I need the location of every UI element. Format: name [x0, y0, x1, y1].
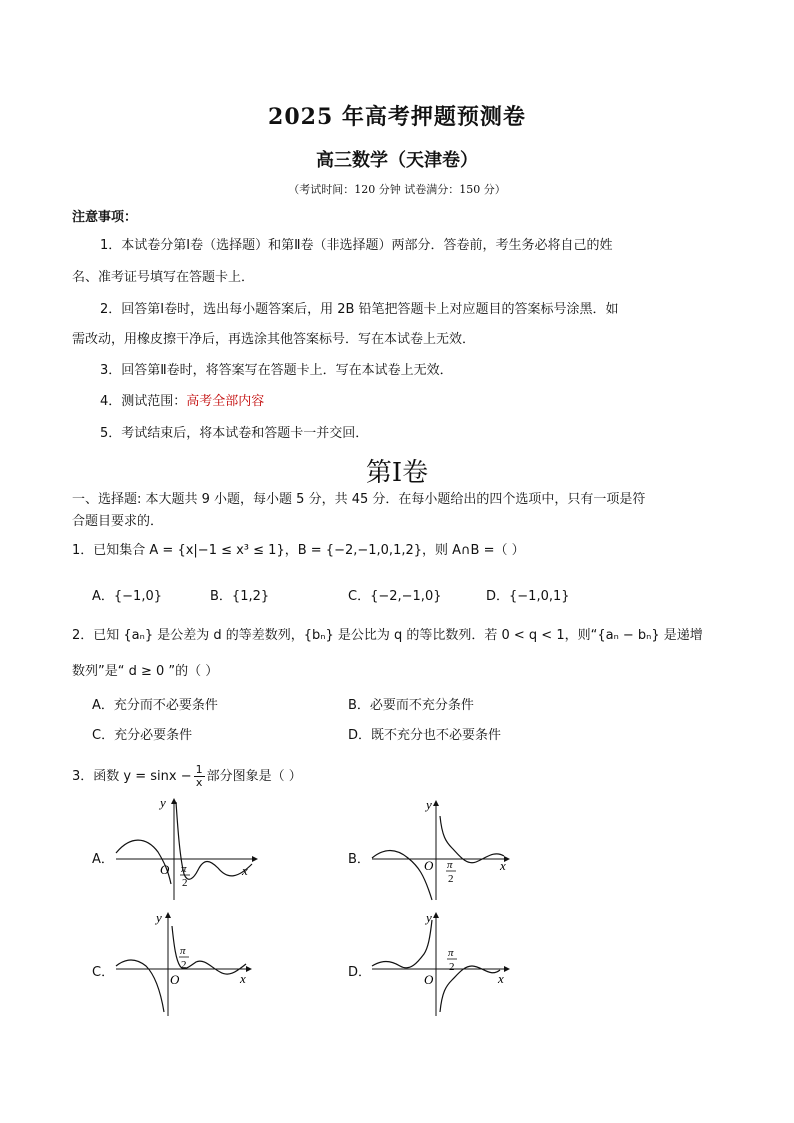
q1-option-c[interactable]: C．{−2,−1,0} [348, 589, 442, 604]
q3-fraction [194, 764, 205, 789]
section-intro-line-1: 一、选择题: 本大题共 9 小题，每小题 5 分，共 45 分．在每小题给出的四个选项中，只有一项是符 [72, 492, 646, 507]
q1-option-a[interactable]: A．{−1,0} [92, 589, 163, 604]
q2-option-d[interactable]: D．既不充分也不必要条件 [348, 728, 502, 743]
q3-b-pi-den: 2 [448, 873, 454, 885]
q2-option-a[interactable]: A．充分而不必要条件 [92, 698, 218, 713]
q1-option-b[interactable]: B．{1,2} [210, 589, 270, 604]
notice-item-4-prefix: 4．测试范围： [100, 394, 187, 409]
q3-option-d[interactable]: D． [348, 965, 372, 980]
q3-graph-a [112, 792, 262, 902]
q3-d-origin: O [424, 972, 434, 987]
q3-option-b[interactable]: B． [348, 852, 370, 867]
notice-item-2-line-2: 需改动，用橡皮擦干净后，再选涂其他答案标号．写在本试卷上无效． [72, 332, 476, 347]
q3-a-y-label: y [160, 795, 166, 810]
q3-frac-den: x [195, 776, 203, 789]
exam-info: （考试时间：120 分钟 试卷满分：150 分） [288, 183, 506, 196]
q3-a-origin: O [160, 862, 170, 877]
q3-b-y-label: y [426, 797, 432, 812]
q3-c-pi: π [180, 945, 186, 957]
q3-d-x-label: x [498, 971, 504, 986]
q3-frac-num: 1 [195, 763, 203, 776]
q2-option-b[interactable]: B．必要而不充分条件 [348, 698, 474, 713]
q3-graph-d [368, 908, 518, 1020]
q3-stem-pre: 3．函数 y = sinx − [72, 768, 192, 784]
notice-item-2-line-1: 2．回答第Ⅰ卷时，选出每小题答案后，用 2B 铅笔把答题卡上对应题目的答案标号涂黑．如 [100, 302, 619, 317]
q1-stem: 1．已知集合 A = {x|−1 ≤ x³ ≤ 1}，B = {−2,−1,0,1,2}，则 A∩B =（ ） [72, 543, 525, 558]
q1-option-d[interactable]: D．{−1,0,1} [486, 589, 570, 604]
q2-option-c[interactable]: C．充分必要条件 [92, 728, 193, 743]
q2-stem-line-2: 数列”是“ d ≥ 0 ”的（ ） [72, 664, 219, 679]
q3-d-pi: π [448, 947, 454, 959]
q3-d-pi-den: 2 [449, 961, 455, 973]
notice-heading: 注意事项： [72, 210, 138, 225]
q3-c-origin: O [170, 972, 180, 987]
q3-b-origin: O [424, 858, 434, 873]
q3-a-x-label: x [242, 863, 248, 878]
q3-stem [72, 764, 302, 789]
q3-a-pi-den: 2 [182, 877, 188, 889]
section-intro-line-2: 合题目要求的． [72, 514, 164, 529]
q3-graph-b [368, 796, 518, 906]
q3-c-x-label: x [240, 971, 246, 986]
q3-c-y-label: y [156, 910, 162, 925]
notice-item-1-line-2: 名、准考证号填写在答题卡上． [72, 270, 255, 285]
q3-b-pi: π [447, 859, 453, 871]
exam-subtitle: 高三数学（天津卷） [316, 150, 478, 171]
q3-c-pi-den: 2 [181, 959, 187, 971]
q3-option-a[interactable]: A． [92, 852, 114, 867]
notice-item-4 [100, 392, 264, 412]
exam-title: 2025 年高考押题预测卷 [268, 104, 526, 130]
q3-b-x-label: x [500, 858, 506, 873]
notice-item-5: 5．考试结束后，将本试卷和答题卡一并交回． [100, 426, 369, 441]
notice-item-3: 3．回答第Ⅱ卷时，将答案写在答题卡上．写在本试卷上无效． [100, 363, 453, 378]
q3-option-c[interactable]: C． [92, 965, 115, 980]
test-range: 高考全部内容 [186, 394, 265, 409]
q3-d-y-label: y [426, 910, 432, 925]
q3-a-pi: π [181, 863, 187, 875]
section-title: 第Ⅰ卷 [365, 458, 429, 488]
q3-stem-post: 部分图象是（ ） [206, 768, 302, 784]
q2-stem-line-1: 2．已知 {aₙ} 是公差为 d 的等差数列，{bₙ} 是公比为 q 的等比数列．若 0 < q < 1，则“{aₙ − bₙ} 是递增 [72, 628, 703, 643]
q3-graph-c [112, 908, 262, 1020]
notice-item-1-line-1: 1．本试卷分第Ⅰ卷（选择题）和第Ⅱ卷（非选择题）两部分．答卷前，考生务必将自己的姓 [100, 238, 613, 253]
